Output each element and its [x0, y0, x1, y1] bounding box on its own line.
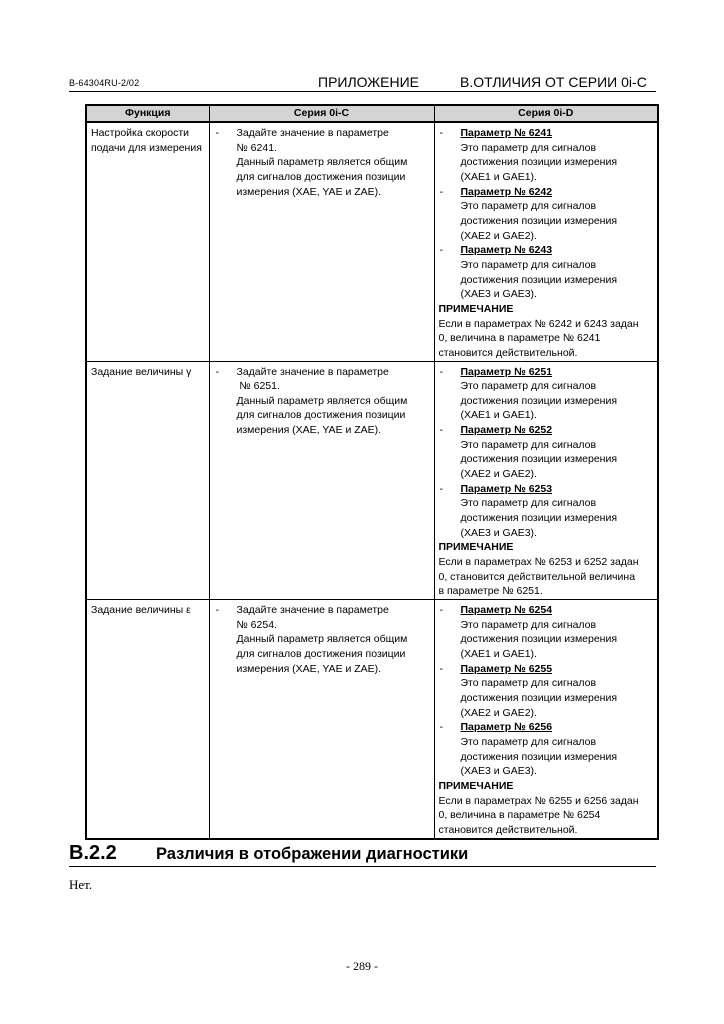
note-line: 0, становится действительной величина	[438, 570, 636, 583]
series-c-cell	[209, 600, 434, 839]
text-line: Это параметр для сигналов	[460, 200, 597, 213]
series-c-item	[214, 603, 430, 676]
note-heading: ПРИМЕЧАНИЕ	[438, 302, 514, 315]
text-line: (XAE1 и GAE1).	[460, 170, 537, 183]
text-line: Это параметр для сигналов	[460, 677, 597, 690]
text-line: Это параметр для сигналов	[460, 380, 597, 393]
bullet-dash: -	[215, 604, 219, 616]
column-header-series-d: Серия 0i-D	[434, 105, 658, 122]
bullet-dash: -	[439, 604, 443, 616]
parameter-name: Параметр № 6255	[460, 662, 553, 675]
table-header-row	[86, 105, 658, 122]
text-line: для сигналов достижения позиции	[236, 170, 406, 183]
parameter-name: Параметр № 6253	[460, 482, 553, 495]
text-line: достижения позиции измерения	[460, 691, 618, 704]
column-header-function: Функция	[86, 105, 209, 122]
series-d-cell	[434, 600, 658, 839]
text-line: № 6254.	[236, 618, 277, 631]
note-line: 0, величина в параметре № 6254	[438, 809, 601, 822]
note-line: становится действительной.	[438, 346, 578, 359]
text-line: Задайте значение в параметре	[236, 365, 389, 378]
note-heading: ПРИМЕЧАНИЕ	[438, 779, 514, 792]
series-c-text	[237, 365, 430, 438]
parameter-item	[439, 365, 654, 424]
text-line: Это параметр для сигналов	[460, 438, 597, 451]
column-header-series-c: Серия 0i-C	[209, 105, 434, 122]
page-number: - 289 -	[346, 959, 378, 973]
note-line: Если в параметрах № 6255 и 6256 задан	[438, 794, 639, 807]
text-line: достижения позиции измерения	[460, 214, 618, 227]
text-line: Это параметр для сигналов	[460, 618, 597, 631]
series-c-text	[237, 126, 430, 199]
bullet-dash: -	[439, 424, 443, 437]
parameter-name: Параметр № 6241	[460, 127, 553, 139]
bullet-dash: -	[439, 244, 443, 257]
text-line: измерения (XAE, YAE и ZAE).	[236, 185, 382, 198]
series-c-cell	[209, 122, 434, 361]
bullet-dash: -	[215, 365, 219, 378]
bullet-dash: -	[439, 482, 443, 495]
bullet-dash: -	[439, 721, 443, 734]
series-d-cell	[434, 122, 658, 361]
note-line: Если в параметрах № 6242 и 6243 задан	[438, 317, 639, 330]
text-line: (XAE3 и GAE3).	[460, 765, 537, 778]
comparison-table	[85, 104, 659, 840]
text-line: Это параметр для сигналов	[460, 497, 597, 510]
text-line: Данный параметр является общим	[236, 394, 408, 407]
text-line: достижения позиции измерения	[460, 453, 618, 466]
parameter-item	[439, 482, 654, 541]
text-line: Это параметр для сигналов	[460, 141, 597, 154]
parameter-item	[439, 423, 654, 482]
text-line: (XAE2 и GAE2).	[460, 229, 537, 242]
parameter-item	[439, 603, 654, 662]
section-rule	[69, 866, 656, 867]
table-row	[86, 122, 658, 361]
text-line: достижения позиции измерения	[460, 512, 618, 525]
note-heading: ПРИМЕЧАНИЕ	[438, 541, 514, 554]
header-rule	[69, 91, 656, 92]
parameter-item	[439, 720, 654, 779]
series-c-text	[237, 603, 430, 676]
table-row	[86, 361, 658, 600]
table-row	[86, 600, 658, 839]
text-line: (XAE3 и GAE3).	[460, 288, 537, 301]
note-line: в параметре № 6251.	[438, 585, 543, 598]
bullet-dash: -	[439, 185, 443, 198]
bullet-dash: -	[439, 662, 443, 675]
function-cell: Задание величины γ	[86, 361, 209, 600]
bullet-dash: -	[439, 127, 443, 139]
text-line: (XAE1 и GAE1).	[460, 409, 537, 422]
header-section: ПРИЛОЖЕНИЕ	[318, 74, 420, 90]
text-line: (XAE2 и GAE2).	[460, 468, 537, 481]
parameter-item	[439, 126, 654, 185]
series-c-item	[214, 126, 430, 199]
series-c-cell	[209, 361, 434, 600]
text-line: достижения позиции измерения	[460, 394, 618, 407]
section-title: Различия в отображении диагностики	[156, 845, 469, 863]
text-line: Задайте значение в параметре	[236, 604, 389, 616]
parameter-item	[439, 662, 654, 721]
text-line: (XAE3 и GAE3).	[460, 526, 537, 539]
text-line: для сигналов достижения позиции	[236, 409, 406, 422]
parameter-item	[439, 243, 654, 302]
parameter-item	[439, 185, 654, 244]
section-body: Нет.	[69, 877, 93, 892]
text-line: измерения (XAE, YAE и ZAE).	[236, 424, 382, 437]
bullet-dash: -	[439, 365, 443, 378]
note-line: 0, величина в параметре № 6241	[438, 332, 601, 345]
text-line: № 6241.	[236, 141, 277, 154]
function-cell: Задание величины ε	[86, 600, 209, 839]
function-cell: Настройка скорости подачи для измерения	[86, 122, 209, 361]
text-line: (XAE1 и GAE1).	[460, 647, 537, 660]
text-line: измерения (XAE, YAE и ZAE).	[236, 662, 382, 675]
text-line: Это параметр для сигналов	[460, 735, 597, 748]
parameter-name: Параметр № 6242	[460, 185, 553, 198]
text-line: Это параметр для сигналов	[460, 258, 597, 271]
bullet-dash: -	[215, 127, 219, 139]
parameter-name: Параметр № 6256	[460, 721, 553, 734]
parameter-name: Параметр № 6251	[460, 365, 553, 378]
text-line: для сигналов достижения позиции	[236, 647, 406, 660]
note-line: Если в параметрах № 6253 и 6252 задан	[438, 556, 639, 569]
text-line: № 6251.	[236, 380, 280, 393]
text-line: достижения позиции измерения	[460, 633, 618, 646]
header-title: B.ОТЛИЧИЯ ОТ СЕРИИ 0i-C	[460, 74, 647, 90]
text-line: Задайте значение в параметре	[236, 127, 389, 139]
text-line: Данный параметр является общим	[236, 156, 408, 169]
text-line: (XAE2 и GAE2).	[460, 706, 537, 719]
text-line: достижения позиции измерения	[460, 750, 618, 763]
text-line: Данный параметр является общим	[236, 633, 408, 646]
parameter-name: Параметр № 6243	[460, 244, 553, 257]
section-number: B.2.2	[69, 842, 117, 864]
text-line: достижения позиции измерения	[460, 273, 618, 286]
document-code: B-64304RU-2/02	[69, 78, 140, 88]
note-line: становится действительной.	[438, 823, 578, 836]
series-d-cell	[434, 361, 658, 600]
parameter-name: Параметр № 6252	[460, 424, 553, 437]
text-line: достижения позиции измерения	[460, 156, 618, 169]
parameter-name: Параметр № 6254	[460, 604, 553, 616]
series-c-item	[214, 365, 430, 438]
